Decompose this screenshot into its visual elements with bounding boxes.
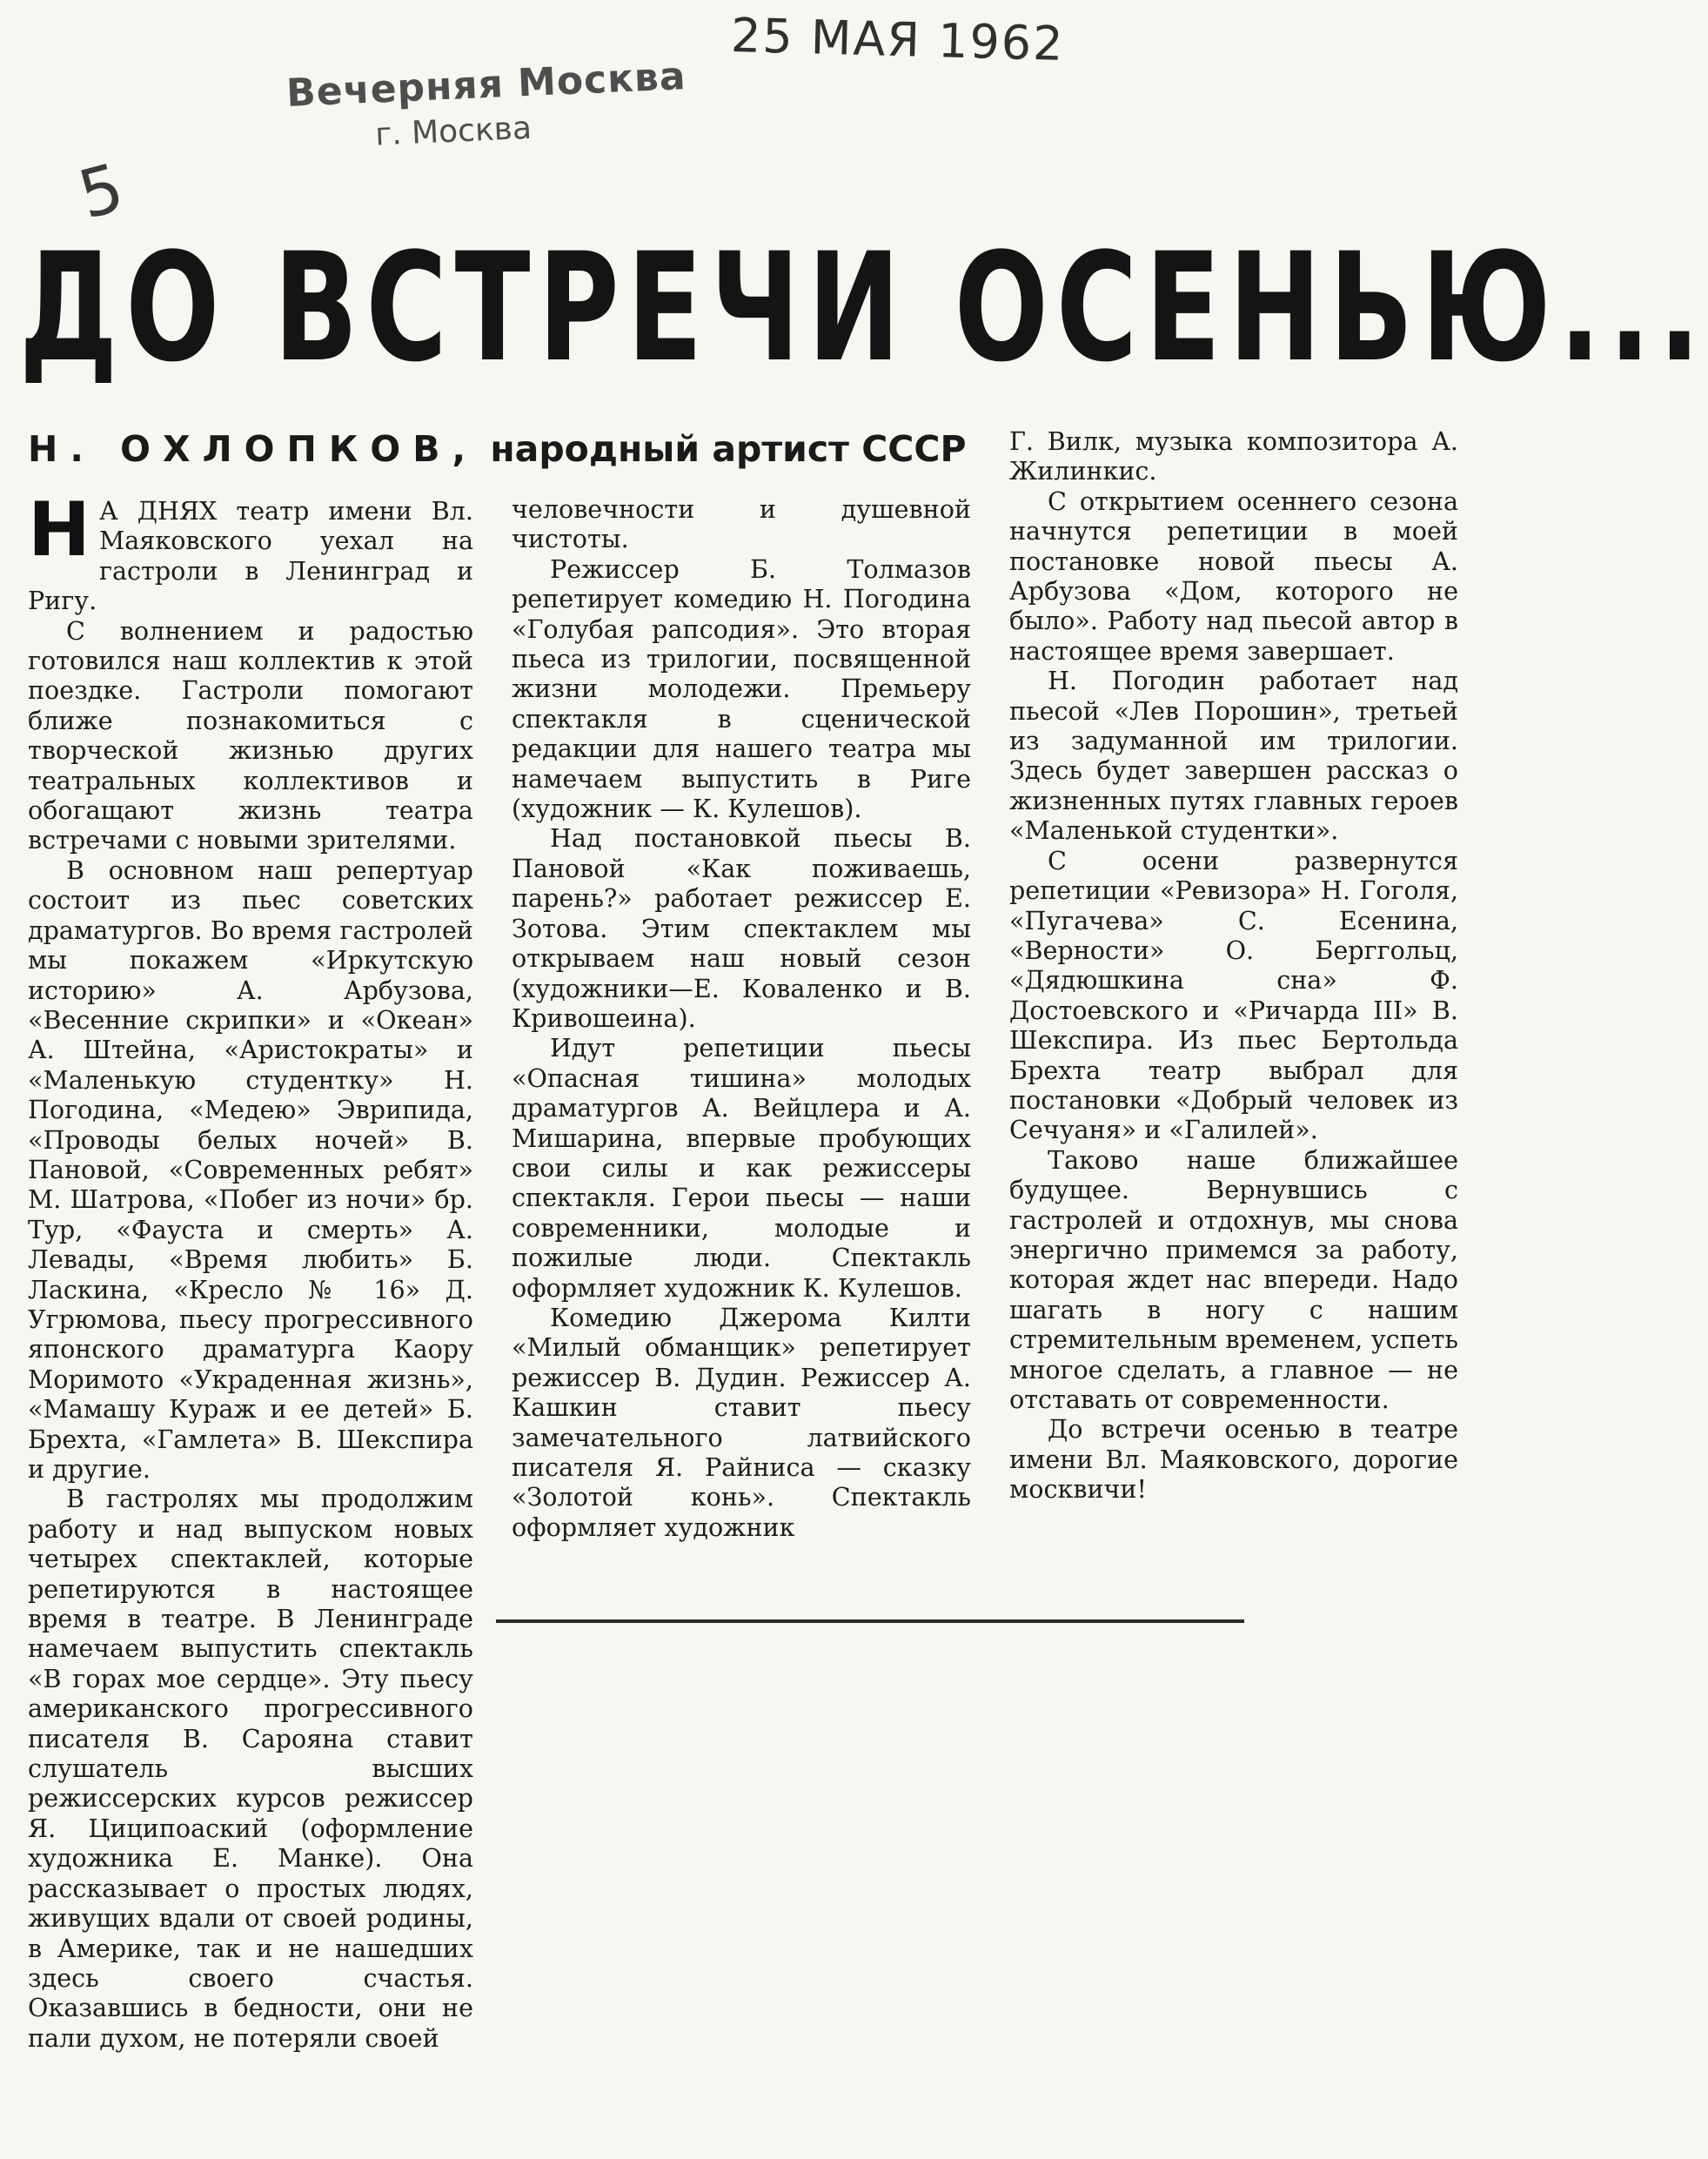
handwritten-date: 25 МАЯ 1962 bbox=[730, 7, 1066, 72]
column-end-rule bbox=[496, 1619, 1244, 1623]
article-headline: ДО ВСТРЕЧИ ОСЕНЬЮ... bbox=[19, 220, 1708, 395]
author-name: Н. ОХЛОПКОВ, bbox=[28, 428, 479, 470]
article-column-3 bbox=[1009, 426, 1458, 1505]
paragraph: Н А ДНЯХ театр имени Вл. Маяковского уехал на гастроли в Ленинград и Ригу. bbox=[28, 486, 473, 616]
paragraph: Идут репетиции пьесы «Опасная тишина» молодых драматургов А. Вейцлера и А. Мишарина, впервые пробующих свои силы и как режиссеры спектакля. Герои пьесы — наши современники, молодые и пожилые люди. Спектакль оформляет художник К. Кулешов. bbox=[512, 1033, 971, 1303]
handwritten-page-mark: 5 bbox=[70, 148, 132, 234]
paragraph: До встречи осенью в театре имени Вл. Маяковского, дорогие москвичи! bbox=[1009, 1414, 1458, 1505]
paragraph: Режиссер Б. Толмазов репетирует комедию Н. Погодина «Голубая рапсодия». Это вторая пьеса из трилогии, посвященной жизни молодежи. Премьеру спектакля в сценической редакции для нашего театра мы намечаем выпустить в Риге (художник — К. Кулешов). bbox=[512, 553, 971, 824]
paragraph: С волнением и радостью готовился наш коллектив к этой поездке. Гастроли помогают ближе познакомиться с творческой жизнью других театральных коллективов и обогащают жизнь театра встречами с новыми зрителями. bbox=[28, 615, 473, 855]
paragraph: В гастролях мы продолжим работу и над выпуском новых четырех спектаклей, которые репетируются в настоящее время в театре. В Ленинграде намечаем выпустить спектакль «В горах мое сердце». Эту пьесу американского прогрессивного писателя В. Сарояна ставит слушатель высших режиссерских курсов режиссер Я. Циципоаский (оформление художника Е. Манке). Она рассказывает о простых людях, живущих вдали от своей родины, в Америке, так и не нашедших здесь своего счастья. Оказавшись в бедности, они не пали духом, не потеряли своей bbox=[28, 1484, 473, 2053]
paragraph: Н. Погодин работает над пьесой «Лев Порошин», третьей из задуманной им трилогии. Здесь будет завершен рассказ о жизненных путях главных героев «Маленькой студентки». bbox=[1009, 666, 1458, 846]
stamp-newspaper-name: Вечерняя Москва bbox=[285, 54, 687, 117]
drop-cap: Н bbox=[28, 486, 90, 573]
newspaper-stamp bbox=[285, 54, 688, 157]
paragraph: Г. Вилк, музыка композитора А. Жилинкис. bbox=[1009, 426, 1458, 486]
paragraph: С открытием осеннего сезона начнутся репетиции в моей постановке новой пьесы А. Арбузова «Дом, которого не было». Работу над пьесой автор в настоящее время завершает. bbox=[1009, 486, 1458, 666]
paragraph: Комедию Джерома Килти «Милый обманщик» репетирует режиссер В. Дудин. Режиссер А. Кашкин ставит пьесу замечательного латвийского писателя Я. Райниса — сказку «Золотой конь». Спектакль оформляет художник bbox=[512, 1302, 971, 1542]
article-column-2 bbox=[512, 494, 971, 1542]
article-byline bbox=[28, 428, 967, 470]
paragraph: человечности и душевной чистоты. bbox=[512, 494, 971, 554]
stamp-city: г. Москва bbox=[374, 110, 532, 153]
paragraph: Над постановкой пьесы В. Пановой «Как поживаешь, парень?» работает режиссер Е. Зотова. Этим спектаклем мы открываем наш новый сезон (художники—Е. Коваленко и В. Кривошеина). bbox=[512, 823, 971, 1033]
author-title: народный артист СССР bbox=[490, 428, 967, 470]
paragraph: С осени развернутся репетиции «Ревизора» Н. Гоголя, «Пугачева» С. Есенина, «Верности» О. Берггольц, «Дядюшкина сна» Ф. Достоевского и «Ричарда III» В. Шекспира. Из пьес Бертольда Брехта театр выбрал для постановки «Добрый человек из Сечуаня» и «Галилей». bbox=[1009, 845, 1458, 1145]
paragraph: Таково наше ближайшее будущее. Вернувшись с гастролей и отдохнув, мы снова энергично примемся за работу, которая ждет нас впереди. Надо шагать в ногу с нашим стремительным временем, успеть многое сделать, а главное — не отставать от современности. bbox=[1009, 1144, 1458, 1414]
article-column-1 bbox=[28, 486, 473, 2053]
paragraph: В основном наш репертуар состоит из пьес советских драматургов. Во время гастролей мы покажем «Иркутскую историю» А. Арбузова, «Весенние скрипки» и «Океан» А. Штейна, «Аристократы» и «Маленькую студентку» Н. Погодина, «Медею» Эврипида, «Проводы белых ночей» В. Пановой, «Современных ребят» М. Шатрова, «Побег из ночи» бр. Тур, «Фауста и смерть» А. Левады, «Время любить» Б. Ласкина, «Кресло № 16» Д. Угрюмова, пьесу прогрессивного японского драматурга Каору Моримото «Украденная жизнь», «Мамашу Кураж и ее детей» Б. Брехта, «Гамлета» В. Шекспира и другие. bbox=[28, 855, 473, 1484]
